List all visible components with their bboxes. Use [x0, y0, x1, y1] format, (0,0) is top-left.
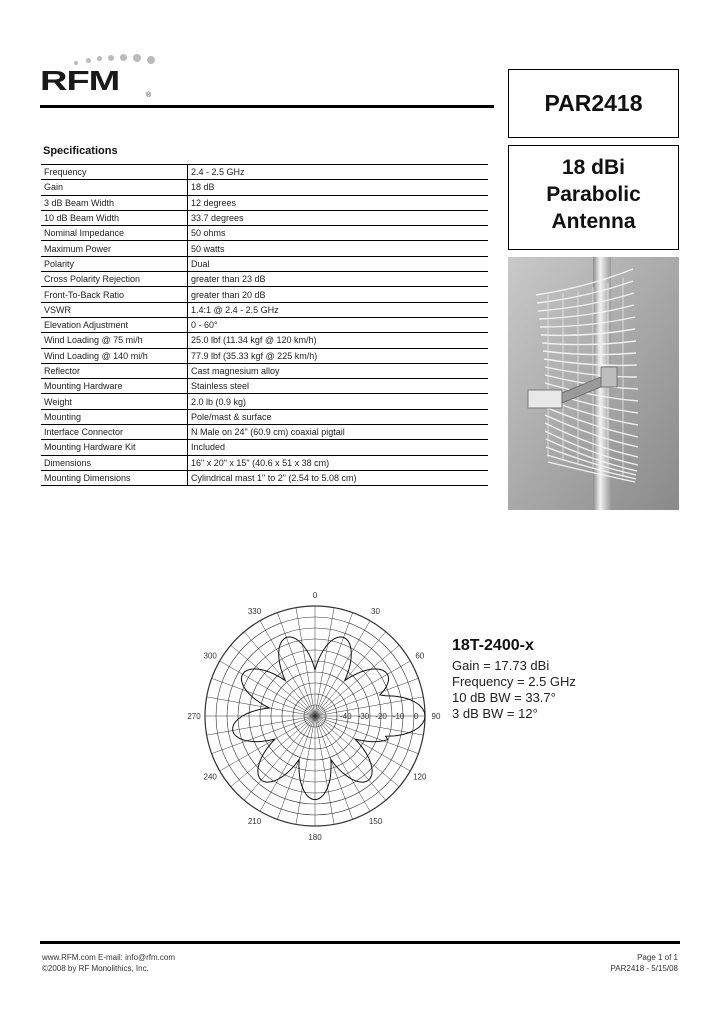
spec-label: Cross Polarity Rejection [41, 272, 188, 287]
spec-value: Pole/mast & surface [188, 409, 489, 424]
model-number: PAR2418 [544, 90, 643, 116]
spec-label: Maximum Power [41, 241, 188, 256]
pattern-info [452, 637, 576, 722]
spec-value: Cylindrical mast 1" to 2" (2.54 to 5.08 cm) [188, 470, 489, 485]
spec-value: 0 - 60° [188, 317, 489, 332]
spec-value: greater than 23 dB [188, 272, 489, 287]
model-box [508, 69, 679, 138]
spec-row [41, 440, 488, 455]
footer-rule [40, 941, 680, 944]
spec-row [41, 210, 488, 225]
spec-value: 77.9 lbf (35.33 kgf @ 225 km/h) [188, 348, 489, 363]
spec-label: Mounting Hardware Kit [41, 440, 188, 455]
polar-ring-label: 0 [413, 712, 419, 721]
polar-ring-label: -40 [340, 712, 352, 721]
title-line-2: Parabolic [546, 183, 641, 206]
logo-text: RFM [40, 66, 120, 97]
spec-label: Frequency [41, 165, 188, 180]
spec-label: Dimensions [41, 455, 188, 470]
polar-ring-label: -30 [357, 712, 370, 721]
spec-value: 12 degrees [188, 195, 489, 210]
spec-value: 2.4 - 2.5 GHz [188, 165, 489, 180]
polar-angle-label: 0 [312, 591, 318, 600]
spec-label: Nominal Impedance [41, 226, 188, 241]
pattern-gain: Gain = 17.73 dBi [452, 658, 550, 673]
spec-value: 1.4:1 @ 2.4 - 2.5 GHz [188, 302, 489, 317]
spec-row [41, 287, 488, 302]
polar-angle-label: 60 [415, 651, 425, 661]
spec-row [41, 165, 488, 180]
polar-angle-label: 270 [187, 712, 201, 721]
spec-value: 33.7 degrees [188, 210, 489, 225]
polar-plot [187, 588, 441, 848]
polar-ring-label: -10 [392, 712, 405, 721]
spec-row [41, 272, 488, 287]
spec-value: 50 ohms [188, 226, 489, 241]
rfm-logo [40, 52, 160, 108]
spec-value: greater than 20 dB [188, 287, 489, 302]
spec-label: Mounting Dimensions [41, 470, 188, 485]
spec-row [41, 363, 488, 378]
footer-copyright: ©2008 by RF Monolithics, Inc. [42, 964, 149, 973]
polar-angle-label: 300 [203, 651, 217, 661]
specifications-table [41, 164, 488, 486]
spec-label: Elevation Adjustment [41, 317, 188, 332]
spec-value: 25.0 lbf (11.34 kgf @ 120 km/h) [188, 333, 489, 348]
spec-row [41, 409, 488, 424]
spec-label: VSWR [41, 302, 188, 317]
spec-row [41, 302, 488, 317]
title-line-3: Antenna [551, 210, 636, 233]
spec-row [41, 241, 488, 256]
footer-contact: www.RFM.com E-mail: info@rfm.com [42, 953, 176, 962]
spec-value: 18 dB [188, 180, 489, 195]
footer-page: Page 1 of 1 [637, 953, 678, 962]
product-title-box [508, 145, 679, 250]
spec-row [41, 317, 488, 332]
spec-value: 2.0 lb (0.9 kg) [188, 394, 489, 409]
polar-angle-label: 150 [368, 816, 383, 826]
spec-row [41, 470, 488, 485]
spec-row [41, 226, 488, 241]
spec-label: Mounting [41, 409, 188, 424]
spec-label: Wind Loading @ 75 mi/h [41, 333, 188, 348]
polar-angle-label: 90 [431, 712, 441, 721]
antenna-photo-illustration [508, 257, 679, 510]
spec-value: 50 watts [188, 241, 489, 256]
spec-row [41, 180, 488, 195]
header-rule [40, 105, 494, 108]
polar-angle-label: 120 [413, 772, 427, 782]
spec-row [41, 379, 488, 394]
spec-label: Weight [41, 394, 188, 409]
spec-row [41, 455, 488, 470]
title-line-1: 18 dBi [561, 156, 626, 179]
spec-value: Included [188, 440, 489, 455]
pattern-name: 18T-2400-x [452, 637, 534, 654]
spec-label: 10 dB Beam Width [41, 210, 188, 225]
spec-label: Wind Loading @ 140 mi/h [41, 348, 188, 363]
pattern-3db-bw: 3 dB BW = 12° [452, 706, 538, 721]
polar-angle-label: 180 [308, 833, 322, 842]
spec-value: Stainless steel [188, 379, 489, 394]
polar-ring-label: -20 [375, 712, 387, 721]
spec-label: Interface Connector [41, 425, 188, 440]
product-photo [508, 257, 679, 510]
spec-label: Polarity [41, 256, 188, 271]
specifications-heading: Specifications [43, 145, 118, 157]
spec-value: N Male on 24" (60.9 cm) coaxial pigtail [188, 425, 489, 440]
spec-value: Dual [188, 256, 489, 271]
radiation-pattern-chart [187, 588, 441, 848]
spec-row [41, 394, 488, 409]
spec-label: Front-To-Back Ratio [41, 287, 188, 302]
spec-value: 16" x 20" x 15" (40.6 x 51 x 38 cm) [188, 455, 489, 470]
footer-left [42, 952, 175, 974]
logo-registered-mark: ® [146, 92, 152, 99]
spec-row [41, 425, 488, 440]
pattern-10db-bw: 10 dB BW = 33.7° [452, 690, 556, 705]
pattern-frequency: Frequency = 2.5 GHz [452, 674, 576, 689]
polar-angle-label: 210 [247, 816, 262, 826]
spec-label: 3 dB Beam Width [41, 195, 188, 210]
spec-row [41, 348, 488, 363]
polar-angle-label: 330 [247, 607, 262, 617]
footer-right [611, 952, 678, 974]
footer-doc-id: PAR2418 - 5/15/08 [610, 964, 678, 973]
polar-angle-label: 30 [371, 607, 380, 617]
spec-row [41, 256, 488, 271]
polar-angle-label: 240 [203, 772, 217, 782]
spec-row [41, 195, 488, 210]
spec-value: Cast magnesium alloy [188, 363, 489, 378]
spec-label: Reflector [41, 363, 188, 378]
spec-row [41, 333, 488, 348]
spec-label: Gain [41, 180, 188, 195]
spec-label: Mounting Hardware [41, 379, 188, 394]
